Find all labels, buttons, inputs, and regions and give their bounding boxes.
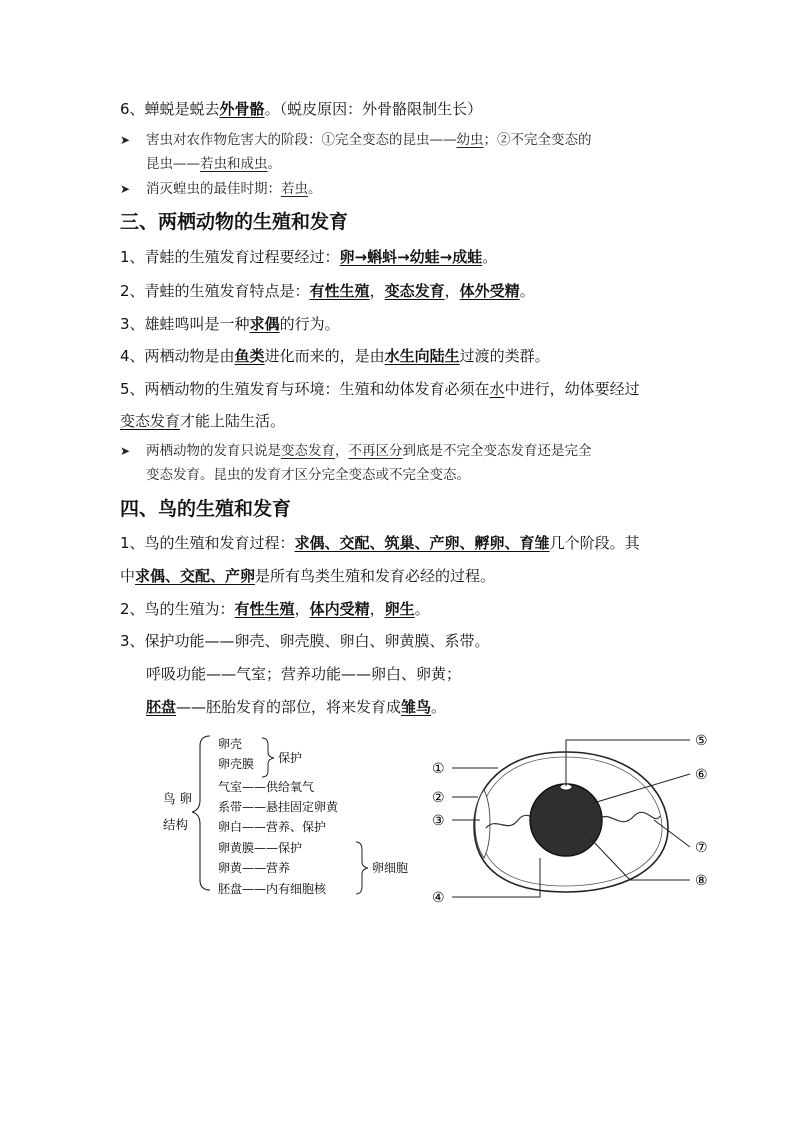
text: 两栖动物的发育只说是 [146,443,281,459]
keyword: 幼虫 [456,132,484,148]
text: ， [369,282,385,300]
text: 6、蝉蜕是蜕去 [120,100,220,118]
keyword: 体内受精 [309,600,370,618]
arrow-bullet-icon: ➤ [120,133,131,147]
label-7: ⑦ [695,840,708,856]
note-pest-stage [120,129,592,151]
text: 4、两栖动物是由 [120,347,235,365]
text: ；②不完全变态的 [483,132,592,148]
text: 几个阶段。其 [549,534,640,552]
keyword: 鱼类 [234,347,265,365]
amphibian-5-line2 [120,410,285,432]
big-brace [192,736,210,890]
label-2: ② [432,790,445,806]
keyword: 水生向陆生 [384,347,460,365]
label-5: ⑤ [695,733,708,749]
text: 消灭蝗虫的最佳时期： [146,181,281,197]
text: ， [294,600,310,618]
keyword: 雏鸟 [401,698,432,716]
keyword: 胚盘 [146,698,177,716]
text: ——胚胎发育的部位，将来发育成 [176,698,402,716]
tree-albumen: 卵白——营养、保护 [218,820,327,834]
note-amphibian-line2: 变态发育。昆虫的发育才区分完全变态或不完全变态。 [146,467,470,483]
text: 3、雄蛙鸣叫是一种 [120,315,250,333]
text: 进化而来的，是由 [264,347,385,365]
keyword: 求偶 [249,315,280,333]
bird-1 [120,532,640,554]
label-8: ⑧ [695,873,708,889]
amphibian-3 [120,313,340,335]
bird-3-line2: 呼吸功能——气室；营养功能——卵白、卵黄； [146,665,462,683]
keyword: 变态发育 [281,443,335,459]
arrow-bullet-icon: ➤ [120,444,131,458]
arrow-bullet-icon: ➤ [120,182,131,196]
tree-blastodisc: 胚盘——内有细胞核 [218,882,327,896]
text: 才能上陆生活。 [180,412,286,430]
text: 。 [482,248,498,266]
text: 。 [414,600,430,618]
tree-protect: 保护 [278,751,303,765]
amphibian-5 [120,378,640,400]
keyword: 求偶、交配、产卵 [135,567,256,585]
bird-2 [120,598,430,620]
note-pest-stage-line2 [146,153,281,175]
text: 。 [308,181,322,197]
keyword: 体外受精 [459,282,520,300]
keyword: 有性生殖 [234,600,295,618]
text: ， [369,600,385,618]
keyword: 水 [489,380,505,398]
text: 的行为。 [279,315,340,333]
keyword: 变态发育 [384,282,445,300]
small-brace [262,738,274,777]
amphibian-1 [120,246,497,268]
text: 。 [431,698,447,716]
tree-yolk-membrane: 卵黄膜——保护 [218,841,303,855]
text: 2、鸟的生殖为： [120,600,235,618]
keyword: 若虫 [281,181,308,197]
item-6 [120,98,482,120]
tree-yolk: 卵黄——营养 [218,861,291,875]
text: ， [444,282,460,300]
yolk-shape [530,784,602,856]
tree-egg-cell: 卵细胞 [372,861,409,875]
text: 。 [519,282,535,300]
text: ， [335,443,349,459]
text: 害虫对农作物危害大的阶段：①完全变态的昆虫—— [146,132,457,148]
heading-amphibian: 三、两栖动物的生殖和发育 [120,211,349,233]
tree-air-cell: 气室——供给氧气 [218,780,315,794]
keyword: 变态发育 [120,412,181,430]
text: 到底是不完全变态发育还是完全 [402,443,592,459]
label-6: ⑥ [695,767,708,783]
text: 中进行，幼体要经过 [504,380,640,398]
text: 。 [267,156,281,172]
amphibian-4 [120,345,550,367]
tree-title-2: 结构 [163,817,189,832]
bird-1-line2 [120,565,495,587]
text: 2、青蛙的生殖发育特点是： [120,282,310,300]
text: 是所有鸟类生殖和发育必经的过程。 [255,567,496,585]
keyword: 若虫和成虫 [200,156,268,172]
keyword: 卵生 [384,600,415,618]
text: 昆虫—— [146,156,200,172]
text: 中 [120,567,136,585]
tree-shell: 卵壳 [218,737,243,751]
keyword: 不再区分 [348,443,403,459]
keyword: 求偶、交配、筑巢、产卵、孵卵、育雏 [294,534,550,552]
amphibian-2 [120,280,535,302]
text: 1、鸟的生殖和发育过程： [120,534,295,552]
cell-brace [356,842,368,894]
keyword: 外骨骼 [219,100,265,118]
note-amphibian-metamorphosis [120,440,592,462]
text: 过渡的类群。 [459,347,550,365]
label-3: ③ [432,813,445,829]
text: 。（蜕皮原因：外骨骼限制生长） [264,100,483,118]
note-locust [120,178,322,200]
text: 5、两栖动物的生殖发育与环境：生殖和幼体发育必须在 [120,380,490,398]
heading-bird: 四、鸟的生殖和发育 [120,498,292,520]
egg-structure-diagram [0,720,794,920]
label-4: ④ [432,890,445,906]
tree-shell-membrane: 卵壳膜 [218,757,255,771]
keyword: 有性生殖 [309,282,370,300]
text: 1、青蛙的生殖发育过程要经过： [120,248,340,266]
tree-title-1: 鸟 卵 [163,791,192,806]
bird-3: 3、保护功能——卵壳、卵壳膜、卵白、卵黄膜、系带。 [120,632,490,650]
bird-3-line3 [146,696,446,718]
tree-chalaza: 系带——悬挂固定卵黄 [218,800,339,814]
label-1: ① [432,761,445,777]
keyword: 卵→蝌蚪→幼蛙→成蛙 [339,248,483,266]
